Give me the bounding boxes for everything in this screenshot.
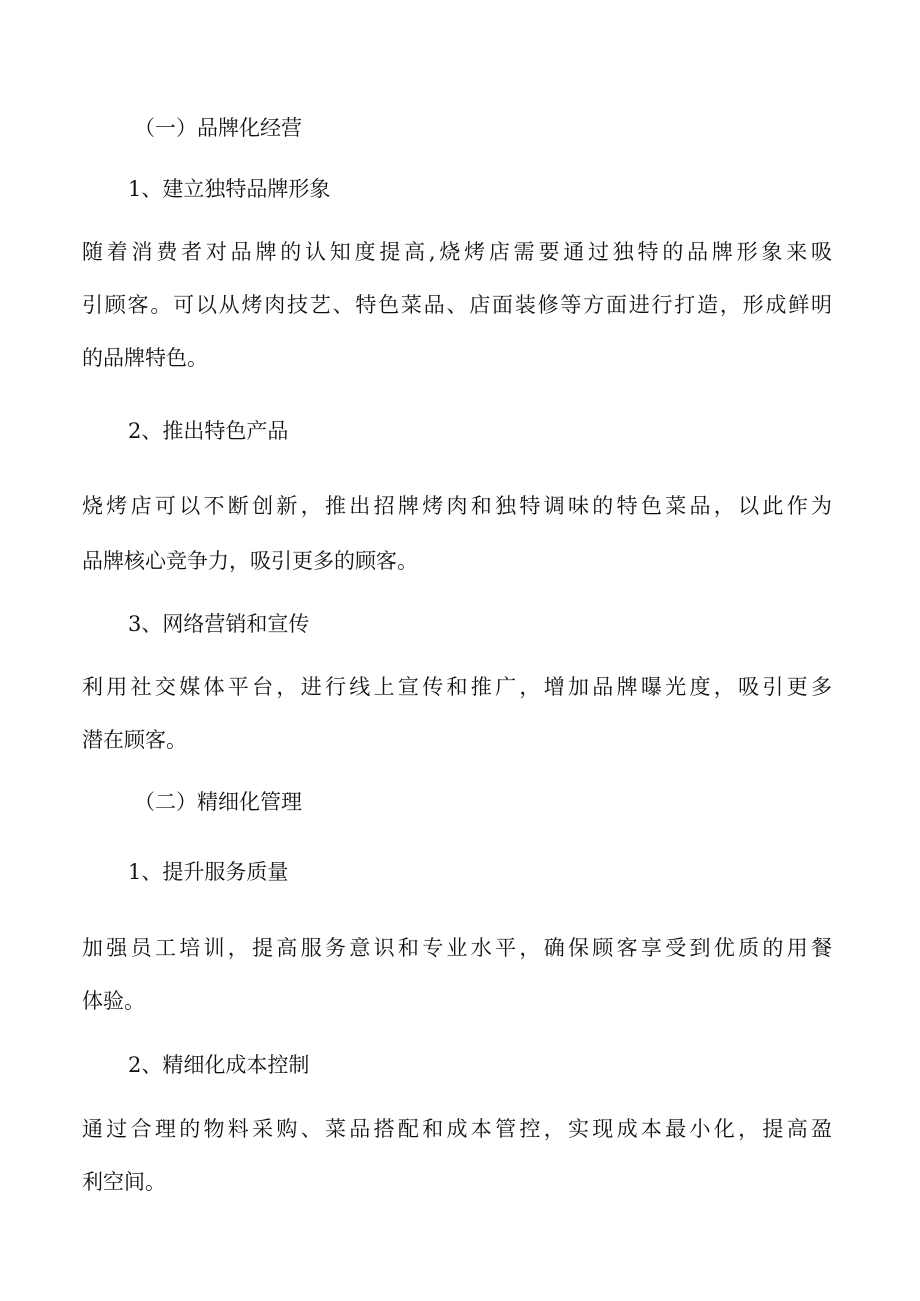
section-1-item-3-line-1: 利用社交媒体平台，进行线上宣传和推广，增加品牌曝光度，吸引更多 <box>82 675 832 699</box>
section-1-item-1-line-3: 的品牌特色。 <box>82 346 208 370</box>
section-2-item-2-line-1: 通过合理的物料采购、菜品搭配和成本管控，实现成本最小化，提高盈 <box>82 1117 832 1141</box>
section-2-item-1-line-1: 加强员工培训，提高服务意识和专业水平，确保顾客享受到优质的用餐 <box>82 936 832 960</box>
section-2-item-1-heading: 1、提升服务质量 <box>128 860 289 884</box>
section-2-item-2-line-2: 利空间。 <box>82 1170 166 1194</box>
section-2-item-2-heading: 2、精细化成本控制 <box>128 1053 310 1077</box>
section-1-item-2-line-1: 烧烤店可以不断创新，推出招牌烤肉和独特调味的特色菜品，以此作为 <box>82 494 832 518</box>
section-2-title: （二）精细化管理 <box>134 790 302 814</box>
section-1-item-2-heading: 2、推出特色产品 <box>128 419 289 443</box>
section-1-item-1-heading: 1、建立独特品牌形象 <box>128 177 331 201</box>
section-2-item-1-line-2: 体验。 <box>82 989 145 1013</box>
section-1-title: （一）品牌化经营 <box>134 116 302 140</box>
section-1-item-3-heading: 3、网络营销和宣传 <box>128 612 310 636</box>
section-1-item-1-line-1: 随着消费者对品牌的认知度提高,烧烤店需要通过独特的品牌形象来吸 <box>82 240 832 264</box>
section-1-item-2-line-2: 品牌核心竞争力，吸引更多的顾客。 <box>82 549 418 573</box>
section-1-item-3-line-2: 潜在顾客。 <box>82 728 187 752</box>
section-1-item-1-line-2: 引顾客。可以从烤肉技艺、特色菜品、店面装修等方面进行打造，形成鲜明 <box>82 293 832 317</box>
